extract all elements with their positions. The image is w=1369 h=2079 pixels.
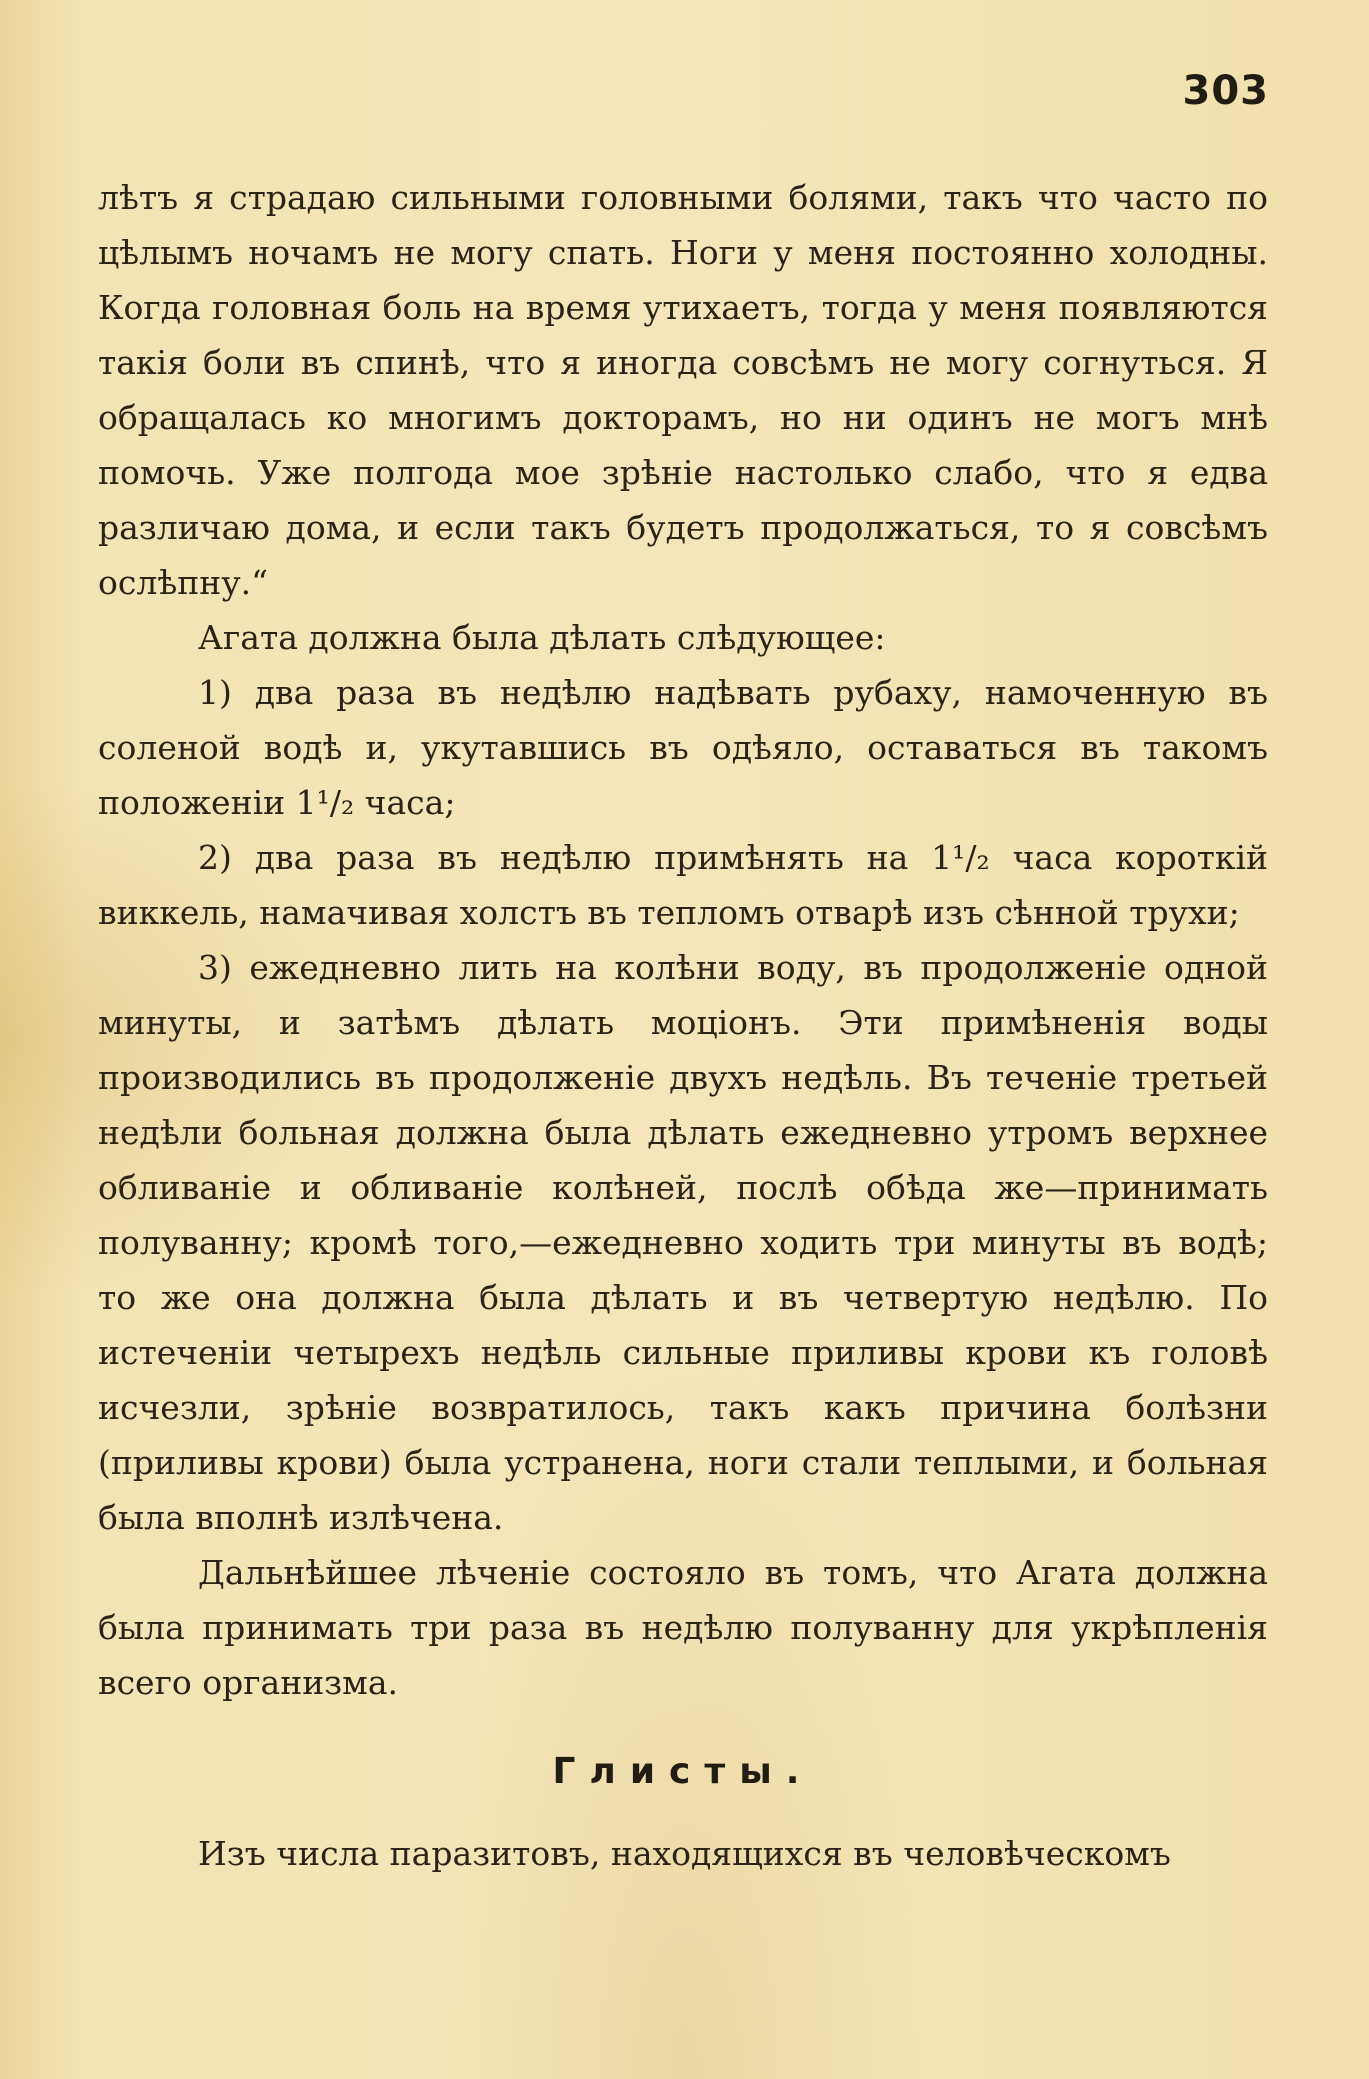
page-number: 303 [1182,68,1269,114]
paragraph-step-2: 2) два раза въ недѣлю примѣнять на 1¹/₂ часа короткій виккель, намачивая холстъ въ тепломъ отварѣ изъ сѣнной трухи; [98,838,1268,932]
paragraph-further-treatment: Дальнѣйшее лѣченіе состояло въ томъ, что Агата должна была принимать три раза въ недѣлю полуванну для укрѣпленія всего организма. [98,1553,1268,1702]
section-title: Глисты. [552,1751,814,1792]
paragraph-section-start: Изъ числа паразитовъ, находящихся въ человѣческомъ [198,1834,1171,1873]
paragraph-step-3: 3) ежедневно лить на колѣни воду, въ продолженіе одной минуты, и затѣмъ дѣлать моціонъ. Эти примѣненія воды производились въ продолженіе двухъ недѣль. Въ теченіе третьей недѣли больная должна была дѣлать ежедневно утромъ верхнее обливаніе и обливаніе колѣней, послѣ обѣда же—принимать полуванну; кромѣ того,—ежедневно ходить три минуты въ водѣ; то же она должна была дѣлать и въ четвертую недѣлю. По истеченіи четырехъ недѣль сильные приливы крови къ головѣ исчезли, зрѣніе возвратилось, такъ какъ причина болѣзни (приливы крови) была устранена, ноги стали теплыми, и больная была вполнѣ излѣчена. [98,948,1268,1537]
paragraph-continuation: лѣтъ я страдаю сильными головными болями, такъ что часто по цѣлымъ ночамъ не могу спать. Ноги у меня постоянно холодны. Когда головная боль на время утихаетъ, тогда у меня появляются такія боли въ спинѣ, что я иногда совсѣмъ не могу согнуться. Я обращалась ко многимъ докторамъ, но ни одинъ не могъ мнѣ помочь. Уже полгода мое зрѣніе настолько слабо, что я едва различаю дома, и если такъ будетъ продолжаться, то я совсѣмъ ослѣпну.“ [98,178,1268,602]
paragraph-intro: Агата должна была дѣлать слѣдующее: [198,618,886,657]
page-body [98,170,1268,1881]
paragraph-step-1: 1) два раза въ недѣлю надѣвать рубаху, намоченную въ соленой водѣ и, укутавшись въ одѣяло, оставаться въ такомъ положеніи 1¹/₂ часа; [98,673,1268,822]
